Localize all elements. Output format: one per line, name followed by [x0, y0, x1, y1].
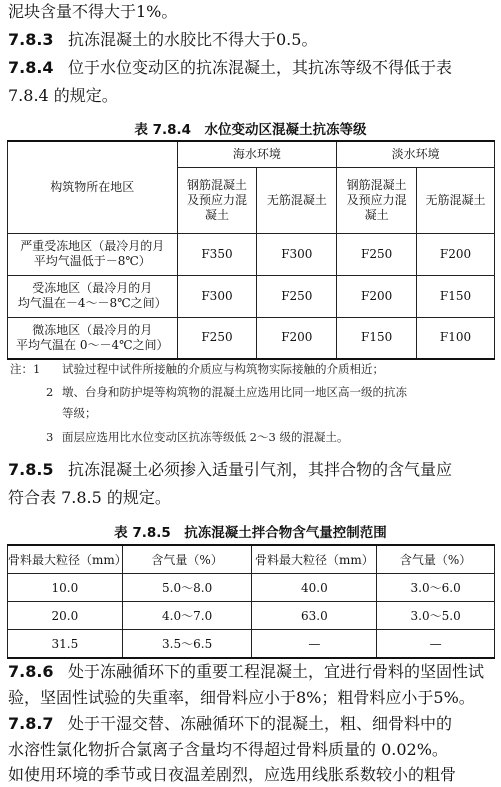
- note-num: 3: [46, 430, 54, 444]
- table-7-8-4: [7, 140, 495, 360]
- clause-number: 7.8.7: [8, 714, 54, 733]
- table-cell: F300: [257, 233, 337, 275]
- table-cell: F250: [257, 275, 337, 317]
- header-air-content: 含气量（%）: [122, 545, 252, 574]
- clause-text: 抗冻混凝土的水胶比不得大于0.5。: [68, 30, 318, 49]
- header-sea-water: 海水环境: [177, 141, 337, 167]
- clause-number: 7.8.4: [8, 58, 54, 77]
- table-row: [8, 630, 495, 659]
- table-cell: 3.0～5.0: [377, 602, 495, 630]
- note-text: 等级；: [62, 406, 97, 420]
- table-cell: 31.5: [8, 630, 123, 659]
- table-cell: 20.0: [8, 602, 123, 630]
- clause-7-8-7-cont-1: 水溶性氯化物折合氯离子含量均不得超过骨料质量的 0.02%。: [8, 740, 448, 759]
- table-cell: F100: [417, 317, 495, 359]
- table-corner-header: 构筑物所在地区: [8, 141, 178, 233]
- table-cell: 4.0～7.0: [122, 602, 252, 630]
- row-label: 受冻地区（最冷月的月 均气温在－4～－8℃之间）: [8, 275, 178, 317]
- table-7-8-5-caption: 表 7.8.5 抗冻混凝土拌合物含气量控制范围: [114, 525, 387, 541]
- clause-7-8-7-cont-2: 如使用环境的季节或日夜温差剧烈，应选用线胀系数较小的粗骨: [8, 765, 457, 784]
- table-row: [8, 574, 495, 602]
- note-text: 面层应选用比水位变动区抗冻等级低 2～3 级的混凝土。: [62, 430, 349, 444]
- table-cell: 3.0～6.0: [377, 574, 495, 602]
- table-row: [8, 233, 495, 275]
- table-row: [8, 317, 495, 359]
- table-cell: 5.0～8.0: [122, 574, 252, 602]
- clause-number: 7.8.5: [8, 460, 54, 479]
- note-text: 试验过程中试件所接触的介质应与构筑物实际接触的介质相近；: [62, 362, 384, 376]
- clause-7-8-4-cont: 7.8.4 的规定。: [8, 86, 118, 105]
- clause-number: 7.8.6: [8, 662, 54, 681]
- header-rc-sea: 钢筋混凝土及预应力混凝土: [177, 167, 257, 233]
- table-cell: 40.0: [252, 574, 377, 602]
- clause-text: 处于干湿交替、冻融循环下的混凝土，粗、细骨料中的: [68, 714, 453, 733]
- clause-text: 位于水位变动区的抗冻混凝土，其抗冻等级不得低于表: [68, 58, 453, 77]
- clause-number: 7.8.3: [8, 30, 54, 49]
- clause-7-8-6-cont: 验，坚固性试验的失重率，细骨料应小于8%；粗骨料应小于5%。: [8, 688, 475, 707]
- header-aggregate-size-2: 骨料最大粒径（mm）: [252, 545, 377, 574]
- row-label: 严重受冻地区（最冷月的月 平均气温低于－8℃）: [8, 233, 178, 275]
- clause-text: 处于冻融循环下的重要工程混凝土，宜进行骨料的坚固性试: [68, 662, 485, 681]
- table-cell: —: [377, 630, 495, 659]
- note-num: 2: [46, 385, 54, 399]
- row-label: 微冻地区（最冷月的月 平均气温在 0～－4℃之间）: [8, 317, 178, 359]
- text-line-top: 泥块含量不得大于1%。: [8, 2, 178, 21]
- table-cell: F150: [337, 317, 417, 359]
- table-cell: F150: [417, 275, 495, 317]
- table-cell: F350: [177, 233, 257, 275]
- table-cell: —: [252, 630, 377, 659]
- table-cell: F200: [337, 275, 417, 317]
- table-cell: F200: [257, 317, 337, 359]
- table-cell: F250: [337, 233, 417, 275]
- table-row: [8, 602, 495, 630]
- header-plain-sea: 无筋混凝土: [257, 167, 337, 233]
- table-cell: F300: [177, 275, 257, 317]
- clause-text: 抗冻混凝土必须掺入适量引气剂，其拌合物的含气量应: [68, 460, 453, 479]
- clause-7-8-5-cont: 符合表 7.8.5 的规定。: [8, 488, 171, 507]
- table-cell: F250: [177, 317, 257, 359]
- header-rc-fresh: 钢筋混凝土及预应力混凝土: [337, 167, 417, 233]
- header-plain-fresh: 无筋混凝土: [417, 167, 495, 233]
- table-7-8-5: [7, 544, 495, 659]
- table-cell: 10.0: [8, 574, 123, 602]
- note-text: 墩、台身和防护堤等构筑物的混凝土应选用比同一地区高一级的抗冻: [62, 385, 407, 399]
- header-aggregate-size: 骨料最大粒径（mm）: [8, 545, 123, 574]
- table-row: [8, 275, 495, 317]
- header-fresh-water: 淡水环境: [337, 141, 495, 167]
- note-num: 注：1: [10, 362, 41, 376]
- table-cell: 3.5～6.5: [122, 630, 252, 659]
- header-air-content-2: 含气量（%）: [377, 545, 495, 574]
- table-cell: 63.0: [252, 602, 377, 630]
- table-7-8-4-caption: 表 7.8.4 水位变动区混凝土抗冻等级: [134, 122, 367, 138]
- table-cell: F200: [417, 233, 495, 275]
